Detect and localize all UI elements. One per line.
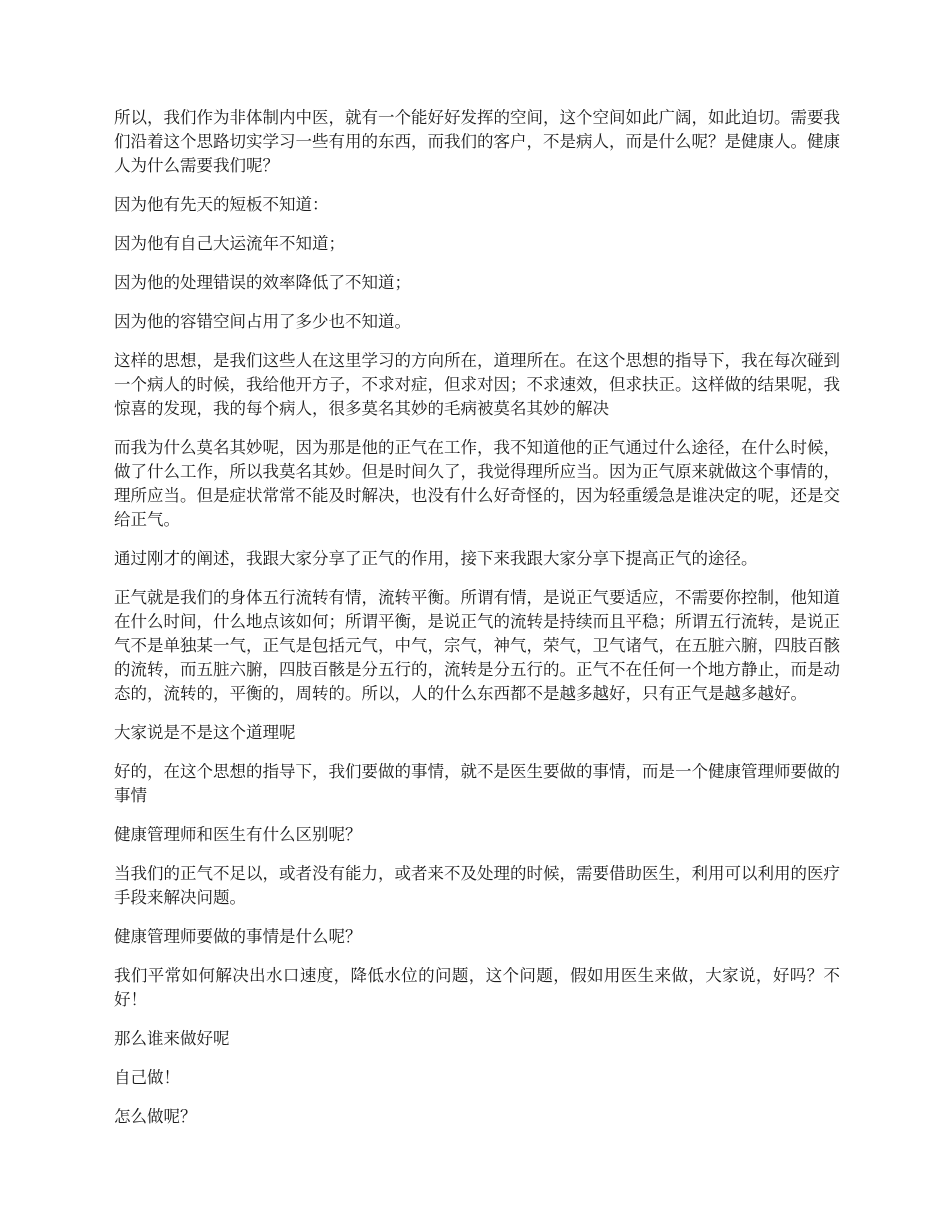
paragraph-4: 因为他的处理错误的效率降低了不知道；	[114, 273, 411, 292]
paragraph-18: 怎么做呢？	[114, 1107, 197, 1126]
paragraph-6: 这样的思想，是我们这些人在这里学习的方向所在，道理所在。在这个思想的指导下，我在每次碰到一个病人的时候，我给他开方子，不求对症，但求对因；不求速效，但求扶正。这样做的结果呢，我惊喜的发现，我的每个病人，很多莫名其妙的毛病被莫名其妙的解决	[114, 351, 840, 418]
paragraph-16: 那么谁来做好呢	[114, 1029, 230, 1048]
paragraph-1: 所以，我们作为非体制内中医，就有一个能好好发挥的空间，这个空间如此广阔，如此迫切。需要我们沿着这个思路切实学习一些有用的东西，而我们的客户，不是病人，而是什么呢？是健康人。健康人为什么需要我们呢？	[114, 108, 840, 175]
paragraph-13: 当我们的正气不足以，或者没有能力，或者来不及处理的时候，需要借助医生，利用可以利用的医疗手段来解决问题。	[114, 864, 840, 907]
paragraph-7: 而我为什么莫名其妙呢，因为那是他的正气在工作，我不知道他的正气通过什么途径，在什么时候，做了什么工作，所以我莫名其妙。但是时间久了，我觉得理所应当。因为正气原来就做这个事情的，理所应当。但是症状常常不能及时解决，也没有什么好奇怪的，因为轻重缓急是谁决定的呢，还是交给正气。	[114, 438, 840, 529]
paragraph-9: 正气就是我们的身体五行流转有情，流转平衡。所谓有情，是说正气要适应，不需要你控制，他知道在什么时间，什么地点该如何；所谓平衡，是说正气的流转是持续而且平稳；所谓五行流转，是说正气不是单独某一气，正气是包括元气，中气，宗气，神气，荣气，卫气诸气，在五脏六腑，四肢百骸的流转，而五脏六腑，四肢百骸是分五行的，流转是分五行的。正气不在任何一个地方静止，而是动态的，流转的，平衡的，周转的。所以，人的什么东西都不是越多越好，只有正气是越多越好。	[114, 588, 840, 703]
paragraph-12: 健康管理师和医生有什么区别呢？	[114, 825, 362, 844]
paragraph-15: 我们平常如何解决出水口速度，降低水位的问题，这个问题，假如用医生来做，大家说，好吗？不好！	[114, 966, 840, 1009]
paragraph-10: 大家说是不是这个道理呢	[114, 723, 296, 742]
paragraph-5: 因为他的容错空间占用了多少也不知道。	[114, 312, 411, 331]
paragraph-11: 好的，在这个思想的指导下，我们要做的事情，就不是医生要做的事情，而是一个健康管理师要做的事情	[114, 762, 840, 805]
paragraph-17: 自己做！	[114, 1068, 180, 1087]
paragraph-3: 因为他有自己大运流年不知道；	[114, 234, 345, 253]
paragraph-14: 健康管理师要做的事情是什么呢？	[114, 927, 362, 946]
paragraph-2: 因为他有先天的短板不知道：	[114, 195, 329, 214]
document-body	[114, 106, 840, 1144]
paragraph-8: 通过刚才的阐述，我跟大家分享了正气的作用，接下来我跟大家分享下提高正气的途径。	[114, 549, 758, 568]
